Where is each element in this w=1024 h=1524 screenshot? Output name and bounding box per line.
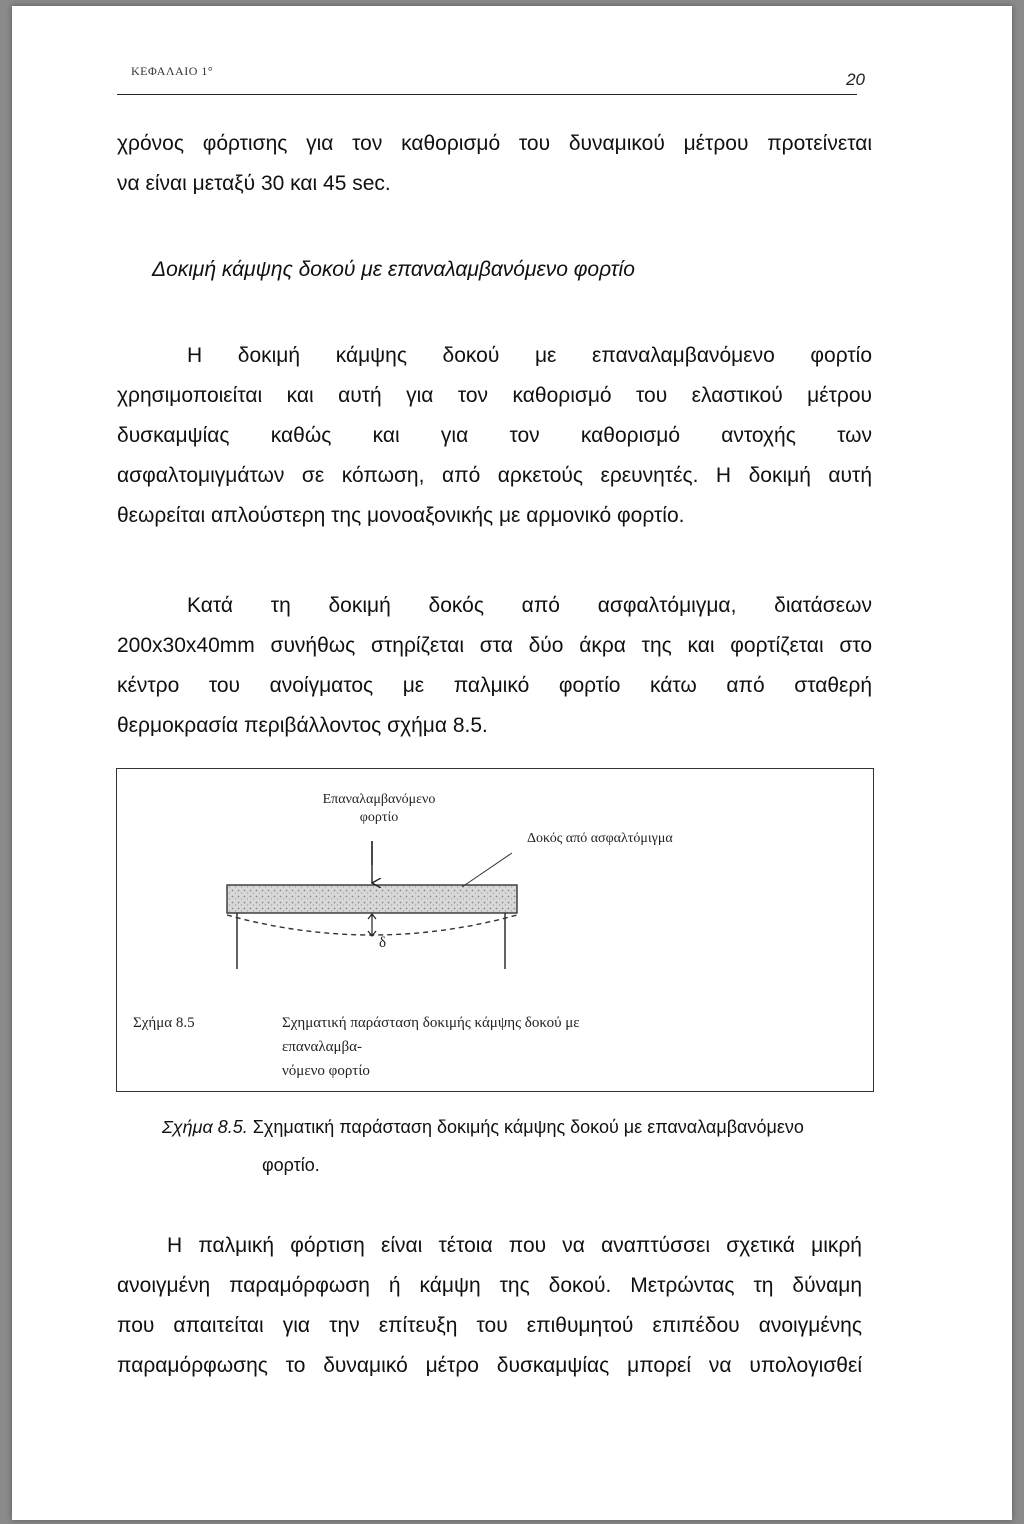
paragraph-line: δυσκαμψίας καθώς και για τον καθορισμό αντοχής των xyxy=(117,424,872,447)
caption-label: Σχήμα 8.5. xyxy=(162,1117,248,1137)
intro-line: χρόνος φόρτισης για τον καθορισμό του δυναμικού μέτρου προτείνεται xyxy=(117,132,872,155)
paragraph-line: Κατά τη δοκιμή δοκός από ασφαλτόμιγμα, διατάσεων xyxy=(187,594,872,617)
figure-inner-caption: Σχηματική παράσταση δοκιμής κάμψης δοκού με επαναλαμβα- νόμενο φορτίο xyxy=(282,1015,580,1079)
figure-8-5 xyxy=(116,768,874,1092)
beam-specimen xyxy=(227,885,517,913)
figure-number-label: Σχήμα 8.5 xyxy=(133,1015,195,1031)
paragraph-line: κέντρο του ανοίγματος με παλμικό φορτίο κάτω από σταθερή xyxy=(117,674,872,697)
paragraph-line: 200x30x40mm συνήθως στηρίζεται στα δύο άκρα της και φορτίζεται στο xyxy=(117,634,872,657)
paragraph-line: χρησιμοποιείται και αυτή για τον καθορισμό του ελαστικού μέτρου xyxy=(117,384,872,407)
paragraph-line: ασφαλτομιγμάτων σε κόπωση, από αρκετούς ερευνητές. Η δοκιμή αυτή xyxy=(117,464,872,487)
document-page xyxy=(12,6,1012,1520)
intro-line: να είναι μεταξύ 30 και 45 sec. xyxy=(117,172,391,195)
paragraph-line: Η δοκιμή κάμψης δοκού με επαναλαμβανόμενο φορτίο xyxy=(187,344,872,367)
figure-caption xyxy=(162,1108,882,1184)
caption-text-cont: φορτίο. xyxy=(262,1155,320,1175)
paragraph-1 xyxy=(117,336,872,536)
section-heading: Δοκιμή κάμψης δοκού με επαναλαμβανόμενο φορτίο xyxy=(152,258,635,281)
paragraph-line: παραμόρφωσης το δυναμικό μέτρο δυσκαμψίας μπορεί να υπολογισθεί xyxy=(117,1354,862,1377)
deflection-symbol: δ xyxy=(379,935,387,951)
paragraph-3 xyxy=(117,1226,862,1386)
paragraph-line: ανοιγμένη παραμόρφωση ή κάμψη της δοκού. Μετρώντας τη δύναμη xyxy=(117,1274,862,1297)
page-header xyxy=(117,54,865,95)
beam-label: Δοκός από ασφαλτόμιγμα xyxy=(527,831,673,846)
caption-text: Σχηματική παράσταση δοκιμής κάμψης δοκού με επαναλαμβανόμενο xyxy=(252,1117,804,1137)
paragraph-line: θερμοκρασία περιβάλλοντος σχήμα 8.5. xyxy=(117,714,488,737)
paragraph-2 xyxy=(117,586,872,746)
page-number: 20 xyxy=(846,70,865,89)
beam-leader-line xyxy=(462,853,512,887)
paragraph-line: θεωρείται απλούστερη της μονοαξονικής με αρμονικό φορτίο. xyxy=(117,504,685,527)
paragraph-line: Η παλμική φόρτιση είναι τέτοια που να αναπτύσσει σχετικά μικρή xyxy=(167,1234,862,1257)
paragraph-line: που απαιτείται για την επίτευξη του επιθυμητού επιπέδου ανοιγμένης xyxy=(117,1314,862,1337)
intro-paragraph xyxy=(117,124,872,204)
load-label: Επαναλαμβανόμενο φορτίο xyxy=(322,792,436,825)
chapter-label: ΚΕΦΑΛΑΙΟ 1° xyxy=(131,64,214,78)
